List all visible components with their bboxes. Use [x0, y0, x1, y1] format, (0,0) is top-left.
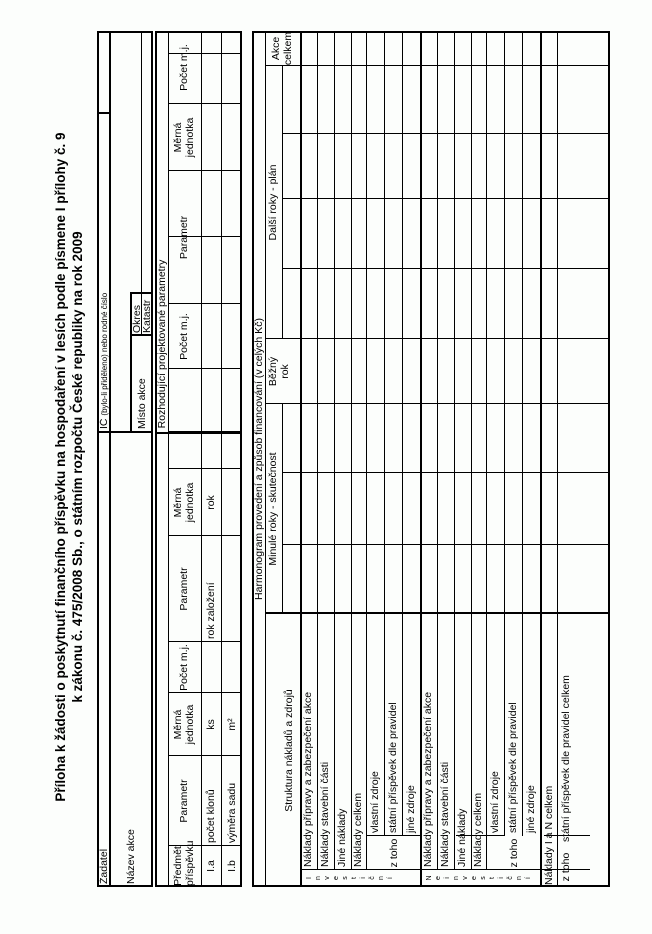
total-z-toho-row: státní příspěvek dle pravidel celkem [560, 675, 572, 842]
divider [130, 292, 153, 294]
divider [366, 31, 367, 870]
divider [282, 472, 610, 473]
divider [557, 31, 558, 887]
inv-zdroj-3: jiné zdroje [405, 785, 417, 833]
zadatel-label: Žadatel [98, 848, 110, 884]
struktura-header: Struktura nákladů a zdrojů [283, 689, 295, 812]
parametr-row-2: výměra sadu [226, 782, 238, 843]
divider [155, 432, 242, 434]
divider [168, 431, 242, 432]
divider [282, 544, 610, 545]
divider [201, 31, 202, 887]
divider [384, 31, 385, 836]
neinv-row-2: Náklady stavební části [439, 761, 451, 867]
inv-row-1: Náklady přípravy a zabezpečení akce [302, 691, 314, 867]
neinv-z-toho: z toho [508, 838, 520, 868]
neinvesticni-vertical-label: N e i n v e s t i č n í [426, 875, 532, 881]
predmet-row-1: I.a [205, 860, 217, 872]
bezny-header: Běžný rok [267, 356, 291, 387]
divider [221, 31, 222, 887]
nazev-akce-field[interactable] [111, 438, 151, 824]
merna-jednotka-header-mid: Měrná jednotka [172, 482, 196, 523]
jednotka-row-1: ks [205, 719, 217, 730]
total-label: Náklady I a N celkem [543, 785, 555, 885]
divider [265, 31, 266, 887]
pocet-header-left: Počet m.j. [178, 644, 190, 691]
pocet-field-row-2[interactable] [223, 643, 240, 691]
ic-label: IČ (bylo-li přiděleno) nebo rodné číslo [98, 292, 110, 429]
ic-note: (bylo-li přiděleno) nebo rodné číslo [100, 292, 109, 416]
misto-akce-label: Místo akce [136, 378, 148, 429]
katastr-field[interactable] [142, 33, 152, 291]
right-jednotka-row-1: rok [205, 495, 217, 510]
parametr-header-mid: Parametr [178, 567, 190, 611]
merna-jednotka-header-right: Měrná jednotka [172, 117, 196, 158]
divider [168, 31, 169, 887]
pocet-header-right: Počet m.j. [178, 44, 190, 91]
inv-zdroj-1: vlastní zdroje [369, 771, 381, 833]
zadatel-field[interactable] [98, 436, 109, 832]
neinv-zdroj-3: jiné zdroje [525, 785, 537, 833]
divider [504, 31, 505, 836]
right-parametr-row-1: rok založení [205, 582, 217, 639]
inv-z-toho: z toho [388, 838, 400, 868]
divider [282, 66, 283, 339]
divider [334, 31, 335, 870]
inv-row-3: Jiné náklady [336, 808, 348, 867]
divider [282, 404, 283, 614]
schedule-header: Harmonogram provedení a způsob financování (v celých Kč) [253, 318, 265, 600]
divider [351, 31, 352, 870]
divider [486, 31, 487, 870]
inv-zdroj-2: státní příspěvek dle pravidel [387, 702, 399, 833]
jednotka-row-2: m² [226, 718, 238, 731]
predmet-row-2: I.b [226, 860, 238, 872]
okres-field[interactable] [131, 33, 141, 291]
akce-header: Akce celkem [270, 31, 294, 66]
total-z-toho: z toho [560, 852, 572, 882]
predmet-header: Předmět příspěvku [172, 840, 196, 886]
ic-field[interactable] [98, 116, 109, 234]
parametr-row-1: počet klonů [205, 789, 217, 843]
divider [454, 31, 455, 870]
neinv-row-1: Náklady přípravy a zabezpečení akce [422, 691, 434, 867]
dalsi-header: Další roky - plán [267, 164, 279, 241]
divider [317, 31, 318, 870]
divider [522, 31, 523, 836]
inv-row-2: Náklady stavební části [319, 761, 331, 867]
divider [282, 133, 610, 134]
okres-label: Okres [131, 304, 143, 333]
nazev-akce-label: Název akce [125, 829, 137, 884]
neinv-zdroj-2: státní příspěvek dle pravidel [507, 702, 519, 833]
rozhodujici-header: Rozhodující projektované parametry [156, 259, 168, 429]
neinv-row-4: Náklady celkem [472, 792, 484, 867]
divider [282, 198, 610, 199]
divider [471, 31, 472, 870]
minule-header: Minulé roky - skutečnost [267, 452, 279, 566]
merna-jednotka-header-left: Měrná jednotka [172, 704, 196, 745]
katastr-label: Katastr [141, 299, 153, 333]
inv-row-4: Náklady celkem [352, 792, 364, 867]
investicni-vertical-label: I n v e s t i č n í [306, 876, 394, 880]
pocet-field-row-1[interactable] [203, 643, 220, 691]
neinv-row-3: Jiné náklady [456, 808, 468, 867]
divider [540, 31, 542, 887]
neinv-zdroj-1: vlastní zdroje [489, 771, 501, 833]
form-title-line1: Příloha k žádosti o poskytnutí finančního příspěvku na hospodaření v lesích podle písmene I přílohy č. 9 [53, 132, 68, 802]
form-title-line2: k zákonu č. 475/2008 Sb., o státním rozpočtu České republiky na rok 2009 [70, 231, 85, 703]
divider [282, 268, 610, 269]
parametr-header-left: Parametr [178, 779, 190, 823]
pocet-header-mid: Počet m.j. [178, 313, 190, 360]
divider [437, 31, 438, 870]
divider [402, 31, 403, 836]
parametr-header-right: Parametr [178, 215, 190, 260]
